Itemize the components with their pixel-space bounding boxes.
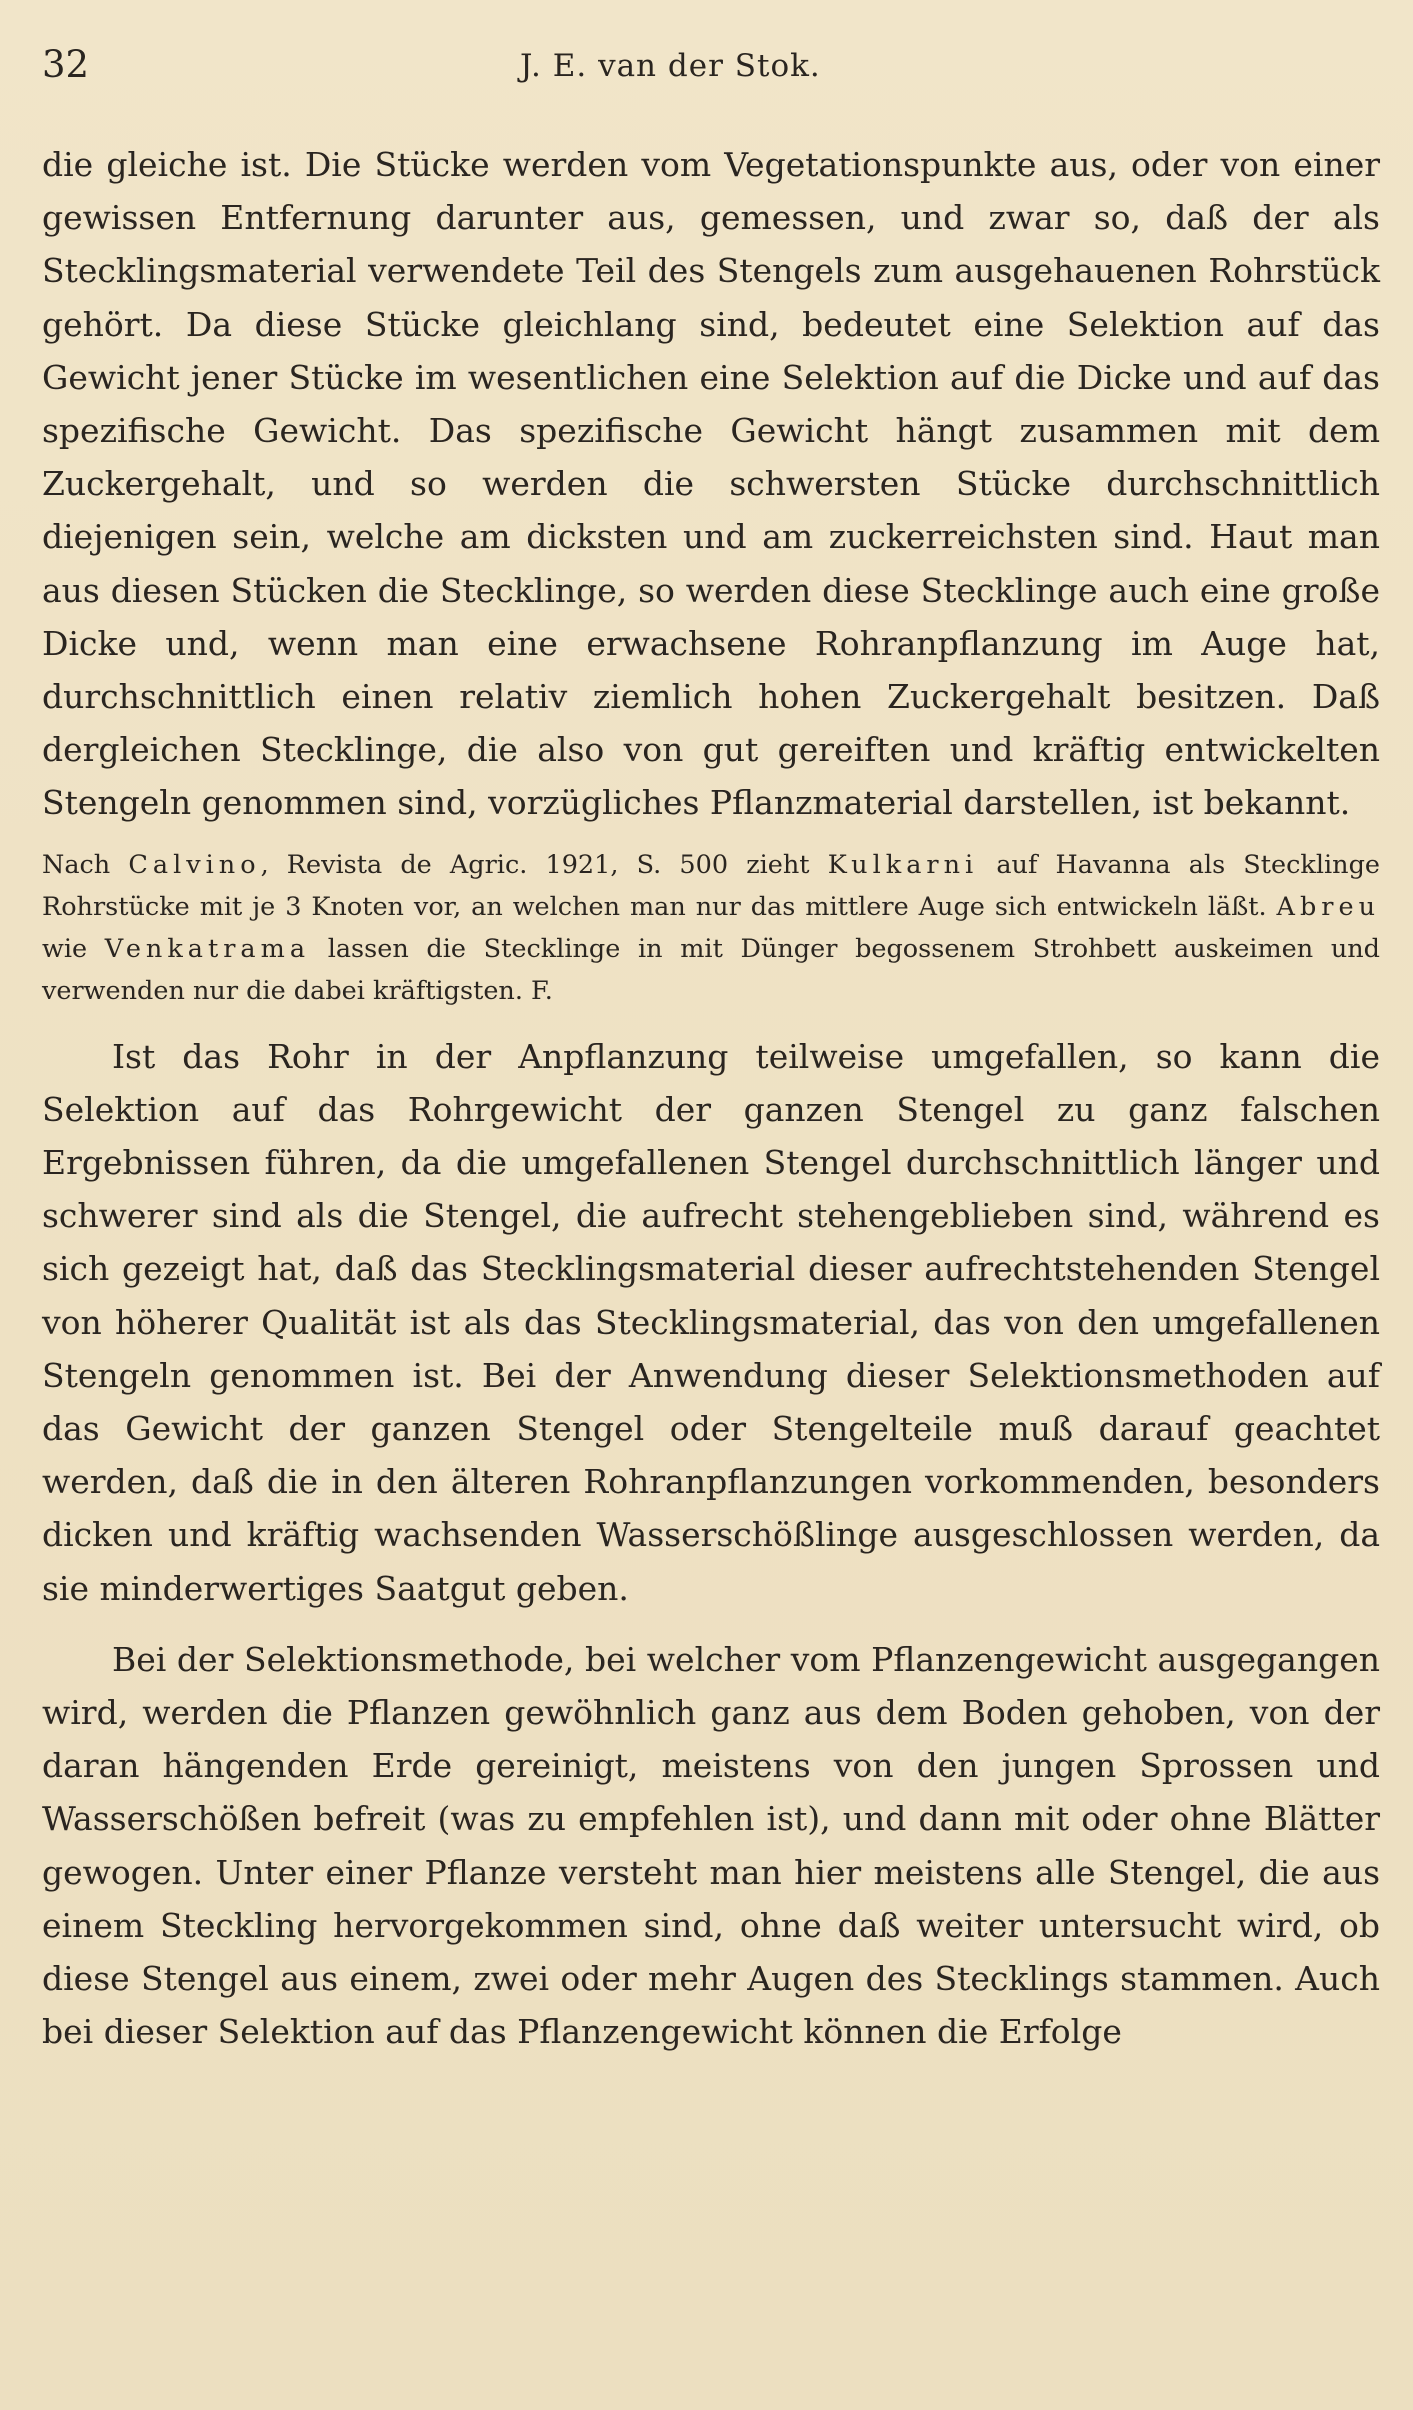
paragraph: Ist das Rohr in der Anpflanzung teilweise umgefallen, so kann die Selektion auf das Rohrgewicht der ganzen Stengel zu ganz falschen Ergebnissen führen, da die umgefallenen Stengel durchschnittlich länger und schwerer sind als die Stengel, die aufrecht stehengeblieben sind, während es sich gezeigt hat, daß das Stecklingsmaterial dieser aufrechtstehenden Stengel von höherer Qualität ist als das Stecklingsmaterial, das von den umgefallenen Stengeln genommen ist. Bei der Anwendung dieser Selektionsmethoden auf das Gewicht der ganzen Stengel oder Stengelteile muß darauf geachtet werden, daß die in den älteren Rohranpflanzungen vorkommenden, besonders dicken und kräftig wachsenden Wasserschößlinge ausgeschlossen werden, da sie minderwertiges Saatgut geben. [42, 1036, 1380, 1608]
author-name: Abreu [1276, 891, 1380, 922]
footnote-text: auf Havanna als Stecklinge Rohrstücke mit je 3 Knoten vor, an welchen man nur das mittlere Auge sich entwickeln läßt. [42, 849, 1380, 922]
footnote-text: wie [42, 933, 105, 964]
author-name: Kulkarni [827, 849, 979, 880]
footnote-text: lassen die Stecklinge in mit Dünger begossenem Strohbett auskeimen und verwenden nur die dabei kräftigsten. F. [42, 933, 1380, 1006]
running-title: J. E. van der Stok. [520, 48, 821, 84]
paragraph: Bei der Selektionsmethode, bei welcher vom Pflanzengewicht ausgegangen wird, werden die Pflanzen gewöhnlich ganz aus dem Boden gehoben, von der daran hängenden Erde gereinigt, meistens von den jungen Sprossen und Wasserschößen befreit (was zu empfehlen ist), und dann mit oder ohne Blätter gewogen. Unter einer Pflanze versteht man hier meistens alle Stengel, die aus einem Steckling hervorgekommen sind, ohne daß weiter untersucht wird, ob diese Stengel aus einem, zwei oder mehr Augen des Stecklings stammen. Auch bei dieser Selektion auf das Pflanzengewicht können die Erfolge [42, 1639, 1380, 2052]
paragraph-gap [42, 1615, 1380, 1633]
paragraph-continued: die gleiche ist. Die Stücke werden vom Vegetationspunkte aus, oder von einer gewissen Entfernung darunter aus, gemessen, und zwar so, daß der als Stecklingsmaterial verwendete Teil des Stengels zum ausgehauenen Rohrstück gehört. Da diese Stücke gleichlang sind, bedeutet eine Selektion auf das Gewicht jener Stücke im wesentlichen eine Selektion auf die Dicke und auf das spezifische Gewicht. Das spezifische Gewicht hängt zusammen mit dem Zuckergehalt, und so werden die schwersten Stücke durchschnittlich diejenigen sein, welche am dicksten und am zuckerreichsten sind. Haut man aus diesen Stücken die Stecklinge, so werden diese Stecklinge auch eine große Dicke und, wenn man eine erwachsene Rohranpflanzung im Auge hat, durchschnittlich einen relativ ziemlich hohen Zuckergehalt besitzen. Daß dergleichen Stecklinge, die also von gut gereiften und kräftig entwickelten Stengeln genommen sind, vorzügliches Pflanzmaterial darstellen, ist bekannt. [42, 145, 1380, 823]
running-header [0, 42, 1413, 92]
page-number: 32 [42, 43, 90, 86]
body-text [42, 138, 1380, 2059]
footnote-remark [42, 844, 1380, 1012]
author-name: Venkatrama [104, 933, 311, 964]
author-name: Calvino [128, 849, 261, 880]
footnote-text: , Revista de Agric. 1921, S. 500 zieht [260, 849, 828, 880]
footnote-text: Nach [42, 849, 129, 880]
